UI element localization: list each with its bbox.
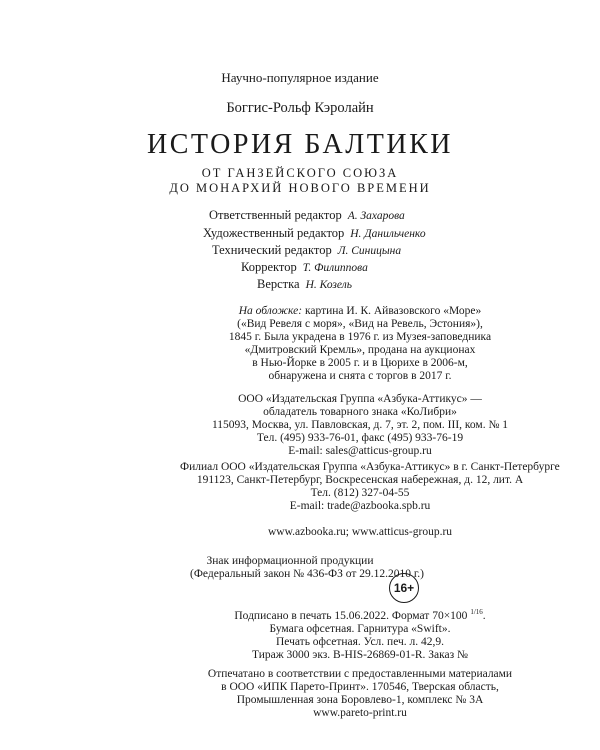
book-title: ИСТОРИЯ БАЛТИКИ: [147, 129, 453, 160]
publisher-info: ООО «Издательская Группа «Азбука-Аттикус» — обладатель товарного знака «КоЛибри» 115093, Москва, ул. Павловская, д. 7, эт. 2, пом. III, ком. № 1 Тел. (495) 933-76-01, факс (495) 933-76-19 E-mail: sales@atticus-group.ru: [211, 393, 509, 457]
author-name: Боггис-Рольф Кэролайн: [226, 100, 374, 116]
staff-row: Художественный редактор Н. Данильченко: [203, 226, 426, 240]
branch-info: Филиал ООО «Издательская Группа «Азбука-Аттикус» в г. Санкт-Петербурге 191123, Санкт-Петербург, Воскресенская набережная, д. 12, лит. А Тел. (812) 327-04-55 E-mail: trade@azbooka.spb.ru: [180, 461, 560, 512]
staff-row: Ответственный редактор А. Захарова: [209, 208, 405, 222]
cover-label: На обложке:: [238, 305, 303, 317]
info-sign: Знак информационной продукции (Федеральный закон № 436-ФЗ от 29.12.2010 г.): [190, 555, 424, 580]
print-details: Подписано в печать 15.06.2022. Формат 70×100 $^{1/16}$. Бумага офсетная. Гарнитура «Swift». Печать офсетная. Усл. печ. л. 42,9. Тираж 3000 экз. B-HIS-26869-01-R. Заказ №: [234, 608, 486, 661]
staff-row: Корректор Т. Филиппова: [241, 260, 368, 274]
book-subtitle-line-1: ОТ ГАНЗЕЙСКОГО СОЮЗА: [201, 166, 399, 180]
websites: www.azbooka.ru; www.atticus-group.ru: [267, 526, 453, 538]
cover-info: На обложке: картина И. К. Айвазовского «Море» («Вид Ревеля с моря», «Вид на Ревель, Эстония»), 1845 г. Была украдена в 1976 г. из Музея-заповедника «Дмитровский Кремль», продана на аукционах в Нью-Йорке в 2005 г. и в Цюрихе в 2006-м, обнаружена и снята с торгов в 2017 г.: [228, 305, 492, 382]
genre-label: Научно-популярное издание: [221, 70, 379, 85]
staff-row: Верстка Н. Козель: [257, 277, 352, 291]
printed-by: Отпечатано в соответствии с предоставленными материалами в ООО «ИПК Парето-Принт». 170546, Тверская область, Промышленная зона Боровлево-1, комплекс № 3А www.pareto-print.ru: [207, 668, 513, 719]
book-subtitle-line-2: ДО МОНАРХИЙ НОВОГО ВРЕМЕНИ: [169, 181, 431, 195]
age-rating-badge: 16+: [389, 573, 419, 603]
staff-row: Технический редактор Л. Синицына: [212, 243, 402, 257]
